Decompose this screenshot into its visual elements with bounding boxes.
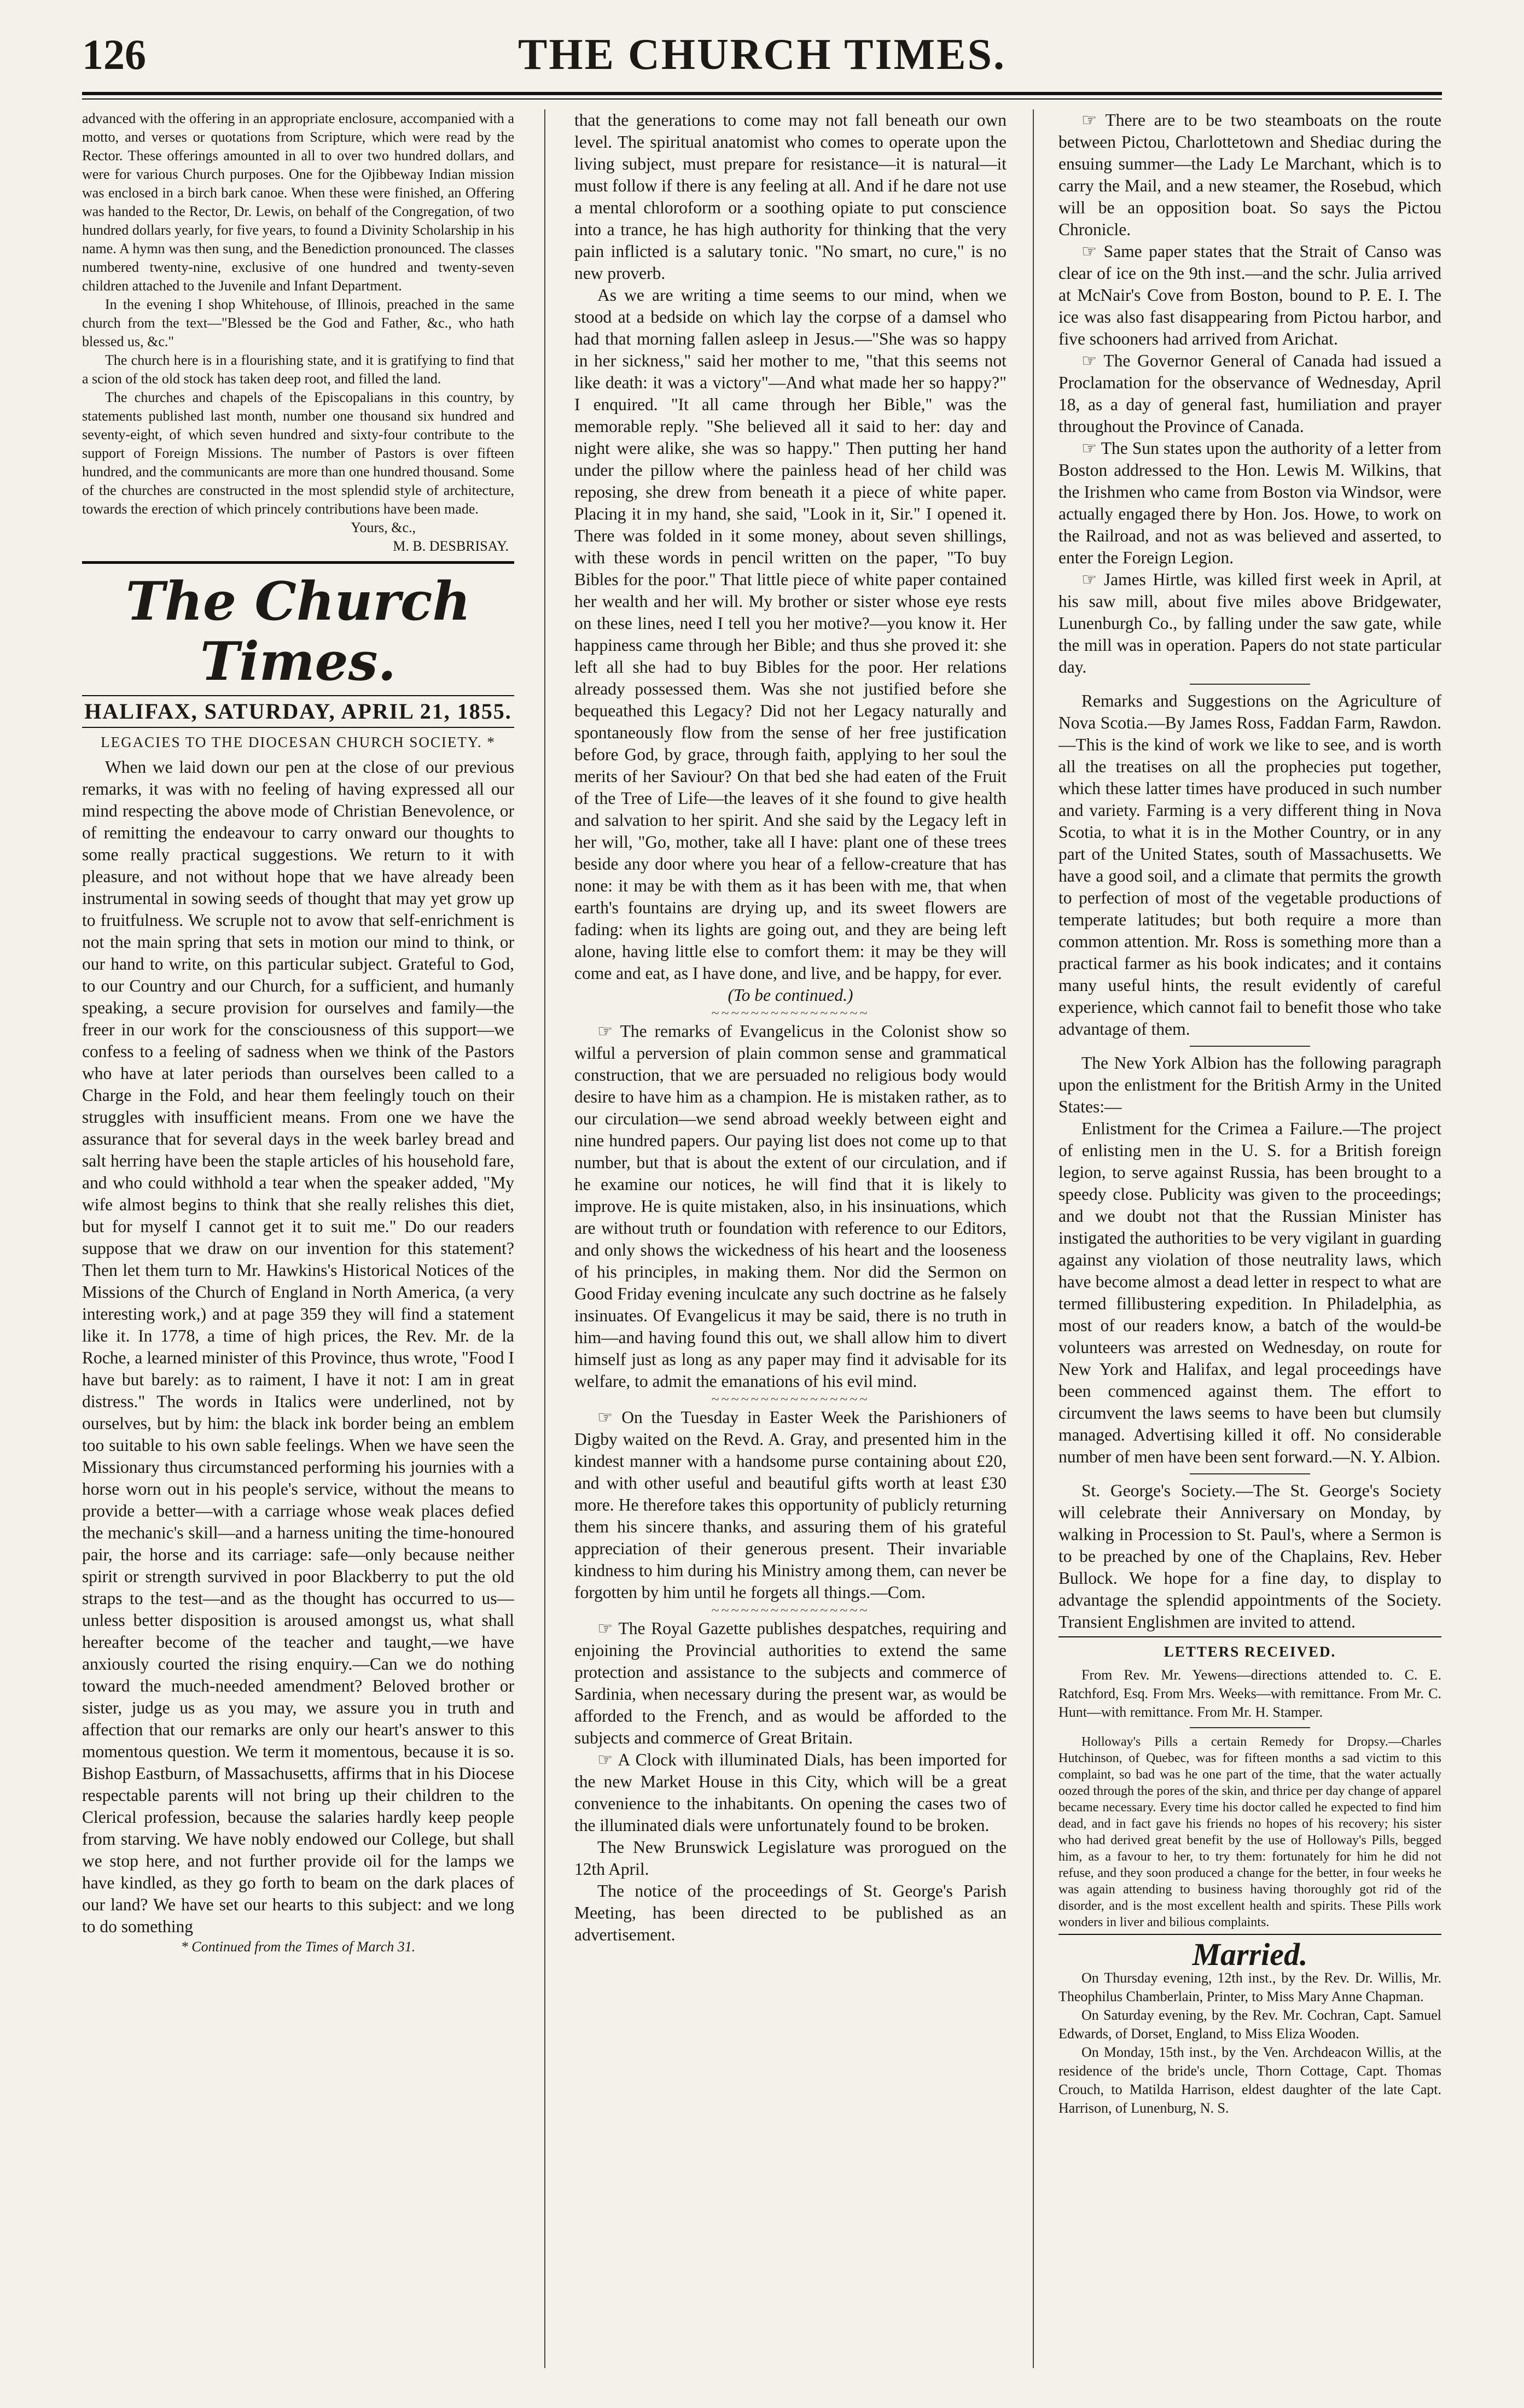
digby-item: ☞ On the Tuesday in Easter Week the Parishioners of Digby waited on the Revd. A. Gray, and presented him in the kindest manner with a handsome purse containing about £20, and with other useful and beautiful gifts worth at least £30 more. He therefore takes this opportunity of publicly returning them his sincere thanks, and assuring them of his grateful appreciation of their generous present. Their invariable kindness to him during his Ministry among them, can never be forgotten by him until he forgets all things.—Com. [574,1408,1007,1602]
page-number: 126 [82,31,146,78]
newspaper-title: THE CHURCH TIMES. [518,31,1006,79]
letter-closing: Yours, &c., [351,520,416,535]
footnote: * Continued from the Times of March 31. [181,1939,416,1955]
dateline-rule-bottom [82,727,514,728]
letter-paragraph: The church here is in a flourishing state, and it is gratifying to find that a scion of the old stock has taken deep root, and filled the land. [82,352,514,387]
governor-item: ☞ The Governor General of Canada had issued a Proclamation for the observance of Wednesday, April 18, as a day of general fast, humiliation and prayer throughout the Province of Canada. [1058,351,1441,436]
dateline: HALIFAX, SATURDAY, APRIL 21, 1855. [84,699,512,724]
separator [1190,684,1310,685]
letters-heading: LETTERS RECEIVED. [1164,1643,1336,1660]
header-rule [82,92,1442,95]
column-2 [574,109,1007,2368]
albion-intro: The New York Albion has the following paragraph upon the enlistment for the British Army in the United States:— [1058,1053,1441,1116]
george-notice-item: The notice of the proceedings of St. George's Parish Meeting, has been directed to be published as an advertisement. [574,1881,1007,1944]
letters-list: From Rev. Mr. Yewens—directions attended to. C. E. Ratchford, Esq. From Mrs. Weeks—with remittance. From Mr. C. Hunt—with remittance. From Mr. H. Stamper. [1058,1667,1441,1720]
clock-item: ☞ A Clock with illuminated Dials, has been imported for the new Market House in this City, which will be a great convenience to the inhabitants. On opening the cases two of the illuminated dials were unfortunately found to be broken. [574,1750,1007,1835]
masthead: The Church Times. [125,570,471,692]
letters-rule [1058,1636,1441,1637]
dateline-rule-top [82,695,514,696]
wavy-separator: ~~~~~~~~~~~~~~~~ [711,1005,870,1021]
george-society-item: St. George's Society.—The St. George's Society will celebrate their Anniversary on Monday, by walking in Procession to St. Paul's, where a Sermon is to be preached by one of the Chaplains, Rev. Heber Bullock. We hope for a fine day, to display to advantage the splendid appointments of the Society. Transient Englishmen are invited to attend. [1058,1481,1441,1631]
column-divider-1 [544,109,545,2368]
brunswick-item: The New Brunswick Legislature was prorogued on the 12th April. [574,1838,1007,1879]
evangelicus-item: ☞ The remarks of Evangelicus in the Colonist show so wilful a perversion of plain common sense and grammatical construction, that we are persuaded no religious body would desire to have him as a champion. He is mistaken rather, as to our circulation—we send abroad weekly between eight and nine hundred papers. Our paying list does not come up to that number, but that is about the extent of our circulation, and if he examine our notices, he will find that it is likely to improve. He is quite mistaken, also, in his insinuations, which are without truth or foundation with reference to our Editors, and only shows the wickedness of his heart and the looseness of his principles, in making them. Nor did the Sermon on Good Friday evening inculcate any such doctrine as he falsely insinuates. Of Evangelicus it may be said, there is no truth in him—and having found this out, we shall allow him to divert himself just as long as any paper may find it advisable for its welfare, to admit the emanations of his evil mind. [574,1022,1007,1391]
letter-paragraph: advanced with the offering in an appropriate enclosure, accompanied with a motto, and verses or quotations from Scripture, which were read by the Rector. These offerings amounted in all to over two hundred dollars, and were for various Church purposes. One for the Ojibbeway Indian mission was enclosed in a birch bark canoe. When these were finished, an Offering was handed to the Rector, Dr. Lewis, on behalf of the Congregation, of two hundred dollars yearly, for five years, to found a Divinity Scholarship in his name. A hymn was then sung, and the Benediction pronounced. The classes numbered twenty-nine, exclusive of one hundred and twenty-seven children attached to the Juvenile and Infant Department. [82,110,514,294]
legacy-heading: LEGACIES TO THE DIOCESAN CHURCH SOCIETY. * [101,734,496,750]
steamboats-item: ☞ There are to be two steamboats on the route between Pictou, Charlottetown and Shediac during the ensuing summer—the Lady Le Marchant, which is to carry the Mail, and a new steamer, the Rosebud, which will be an opposition boat. So says the Pictou Chronicle. [1058,110,1441,239]
separator [1190,1727,1310,1728]
separator [1190,1046,1310,1047]
legacy-article: When we laid down our pen at the close of our previous remarks, it was with no feeling of having expressed all our mind respecting the above mode of Christian Benevolence, or of remitting the endeavour to carry onward our thoughts to some really practical suggestions. We return to it with pleasure, and not without hope that we have already been instrumental in sowing seeds of thought that may yet grow up to fruitfulness. We scruple not to avow that self-enrichment is not the main spring that sets in motion our mind to think, or our hand to write, on this particular subject. Grateful to God, to our Country and our Church, for a sufficient, and humanly speaking, a secure provision for ourselves and family—the freer in our work for the consciousness of this support—we confess to a feeling of sadness when we think of the Pastors who have at later periods than ourselves been called to a Charge in the Fold, and hear them feelingly touch on their struggles with insufficient means. From one we have the assurance that for several days in the week barley bread and salt herring have been the staple articles of his household fare, and who could withhold a tear when the speaker added, "My wife almost begins to think that she really relishes this diet, but for myself I cannot get it to suit me." Do our readers suppose that we draw on our invention for this statement? Then let them turn to Mr. Hawkins's Historical Notices of the Missions of the Church of England in North America, (a very interesting work,) and at page 359 they will find a statement like it. In 1778, a time of high prices, the Rev. Mr. de la Roche, a learned minister of this Province, thus wrote, "Food I have but barely: as to raiment, I have it not: I am in great distress." The words in Italics were underlined, not by ourselves, but by him: the black ink border being an emblem too suitable to his own sable feelings. When we have seen the Missionary thus circumstanced performing his journies with a horse worn out in his people's service, without the means to provide a better—with a carriage whose weak places defied the mechanic's skill—and a harness uniting the time-honoured pair, the horse and its carriage: safe—only because neither spirit or strength survived in poor Blackberry to put the old straps to the test—and as the thought has occurred to us—unless better disposition is aroused amongst us, what shall hereafter become of the teacher and taught,—we have anxiously courted the rising enquiry.—Can we do nothing toward the much-needed amendment? Beloved brother or sister, judge us as you may, we assure you in truth and affection that our remarks are only our heart's answer to this momentous question. We term it momentous, because it is so. Bishop Eastburn, of Massachusetts, affirms that in his Diocese respectable parents will not bring up their children to the Clerical profession, because the salaries hardly keep people from starving. We have nobly endowed our College, but shall we stop here, and not further provide oil for the lamps we have kindled, as they go forth to beam on the dark places of our land? We have set our hearts to this subject: and we long to do something [82,757,514,1936]
masthead-rule [82,561,514,564]
header-rule-thin [82,98,1442,100]
letter-paragraph: The churches and chapels of the Episcopalians in this country, by statements published last month, number one thousand six hundred and seventy-eight, of which seven hundred and sixty-four contribute to the support of Foreign Missions. The number of Pastors is over fifteen hundred, and the communicants are more than one hundred thousand. Some of the churches are constructed in the most splendid style of architecture, towards the erection of which princely contributions have been made. [82,389,514,517]
married-notice: On Monday, 15th inst., by the Ven. Archdeacon Willis, at the residence of the bride's uncle, Thorn Cottage, Capt. Thomas Crouch, to Matilda Harrison, eldest daughter of the late Capt. Harrison, of Lunenburg, N. S. [1058,2044,1441,2116]
letter-signature: M. B. DESBRISAY. [393,538,509,554]
column-divider-2 [1033,109,1034,2368]
married-notice: On Saturday evening, by the Rev. Mr. Cochran, Capt. Samuel Edwards, of Dorset, England, to Miss Eliza Wooden. [1058,2007,1441,2042]
column-3 [1058,109,1441,2368]
page-header [82,30,1442,85]
married-notice: On Thursday evening, 12th inst., by the Rev. Dr. Willis, Mr. Theophilus Chamberlain, Printer, to Miss Mary Anne Chapman. [1058,1970,1441,2004]
strait-item: ☞ Same paper states that the Strait of Canso was clear of ice on the 9th inst.—and the schr. Julia arrived at McNair's Cove from Boston, bound to P. E. I. The ice was also fast disappearing from Pictou harbor, and five schooners had arrived from Arichat. [1058,242,1441,348]
legacy-continued: As we are writing a time seems to our mind, when we stood at a bedside on which lay the corpse of a damsel who had that morning fallen asleep in Jesus.—"She was so happy in her sickness," said her mother to me, "that this seems not like death: it was a victory"—And what made her so happy?" I enquired. "It all came through her Bible," was the memorable reply. "She believed all it said to her: day and night were alike, she was so happy." Then putting her hand under the pillow where the painless head of her child was reposing, she drew from beneath it a piece of white paper. Placing it in my hand, she said, "Look in it, Sir." I opened it. There was folded in it some money, about seven shillings, with these words in pencil written on the paper, "To buy Bibles for the poor." That little piece of white paper contained her wealth and her will. My brother or sister whose eye rests on these lines, need I tell you her motive?—you know it. Her happiness came through her Bible; and thus she proved it: she left all she had to buy Bibles for the poor. Her relations already possessed them. Was she not justified before she bequeathed this Legacy? Did not her Legacy naturally and spontaneously flow from the sense of her free justification before God, by grace, through faith, applying to her soul the merits of her Saviour? On that bed she had eaten of the Fruit of the Tree of Life—the leaves of it she found to give health and salvation to her spirit. And she said by the Legacy left in her will, "Go, mother, take all I have: plant one of these trees beside any door where you hear of a fellow-creature that has none: it may be with them as it has been with me, that when earth's fountains are drying up, and its sweet flowers are fading: when its lights are going out, and they are being left alone, having little else to comfort them: it may be they will come and eat, as I have done, and live, and be happy, for ever. [574,285,1007,983]
agriculture-item: Remarks and Suggestions on the Agriculture of Nova Scotia.—By James Ross, Faddan Farm, Rawdon.—This is the kind of work we like to see, and is worth all the treatises on all the prophecies put together, which these latter times have produced in such number and variety. Farming is a very different thing in Nova Scotia, to what it is in the Mother Country, or in any part of the United States, south of Massachusetts. We have a good soil, and a climate that permits the growth to perfection of most of the vegetable productions of temperate latitudes; but both require a more than common attention. Mr. Ross is something more than a practical farmer as his book indicates; and it contains many useful hints, the result evidently of careful experience, which cannot fail to benefit those who take advantage of them. [1058,691,1441,1039]
married-rule [1058,1934,1441,1935]
separator [1190,1473,1310,1474]
sun-item: ☞ The Sun states upon the authority of a letter from Boston addressed to the Hon. Lewis M. Wilkins, that the Irishmen who came from Boston via Windsor, were actually engaged there by Hon. Jos. Howe, to work on the Railroad, and not as was believed and asserted, to enter the Foreign Legion. [1058,439,1441,567]
holloway-advert: Holloway's Pills a certain Remedy for Dropsy.—Charles Hutchinson, of Quebec, was for fifteen months a sad victim to this complaint, so bad was he one part of the time, that the water actually oozed through the pores of the skin, and thrice per day change of apparel became necessary. Every time his doctor called he expected to find him dead, and in fact gave his friends no hopes of his recovery; his sister who had derived great benefit by the use of Holloway's Pills, begged him, as a favour to her, to try them: fortunately for him he did not refuse, and they soon produced a change for the better, in four weeks he was again attending to business having thoroughly got rid of the disorder, and is the most excellent health and spirits. These Pills work wonders in liver and bilious complaints. [1058,1735,1441,1929]
married-heading: Married. [1192,1937,1308,1972]
gazette-item: ☞ The Royal Gazette publishes despatches, requiring and enjoining the Provincial authorities to extend the same protection and assistance to the subjects and commerce of Sardinia, when necessary during the present war, as would be afforded to the French, and as would be afforded to the subjects and commerce of Great Britain. [574,1619,1007,1747]
letter-paragraph: In the evening I shop Whitehouse, of Illinois, preached in the same church from the text—"Blessed be the God and Father, &c., who hath blessed us, &c." [82,296,514,349]
wavy-separator: ~~~~~~~~~~~~~~~~ [711,1602,870,1618]
to-be-continued: (To be continued.) [728,986,853,1005]
crimea-item: Enlistment for the Crimea a Failure.—The project of enlisting men in the U. S. for a British foreign legion, to serve against Russia, has been brought to a speedy close. Publicity was given to the proceedings; and we doubt not that the Russian Minister has instigated the authorities to be very vigilant in guarding against any violation of those neutrality laws, which have become almost a dead letter in respect to what are termed fillibustering expedition. In Philadelphia, as most of our readers know, a batch of the would-be volunteers was arrested on Wednesday, on route for New York and Halifax, and legal proceedings have been commenced against them. The effort to circumvent the laws seems to have been but clumsily managed. Advertising killed it off. No considerable number of men have been sent forward.—N. Y. Albion. [1058,1119,1441,1466]
hirtle-item: ☞ James Hirtle, was killed first week in April, at his saw mill, about five miles above Bridgewater, Lunenburgh Co., by falling under the saw gate, while the mill was in operation. Papers do not state particular day. [1058,570,1441,677]
legacy-continued: that the generations to come may not fall beneath our own level. The spiritual anatomist who comes to operate upon the living subject, must prepare for resistance—it is natural—it must follow if there is any feeling at all. And if he dare not use a mental chloroform or a soothing opiate to put conscience into a trance, he has high authority for thinking that the very pain inflicted is a salutary tonic. "No smart, no cure," is no new proverb. [574,110,1007,283]
wavy-separator: ~~~~~~~~~~~~~~~~ [711,1391,870,1407]
column-1 [82,109,514,2368]
